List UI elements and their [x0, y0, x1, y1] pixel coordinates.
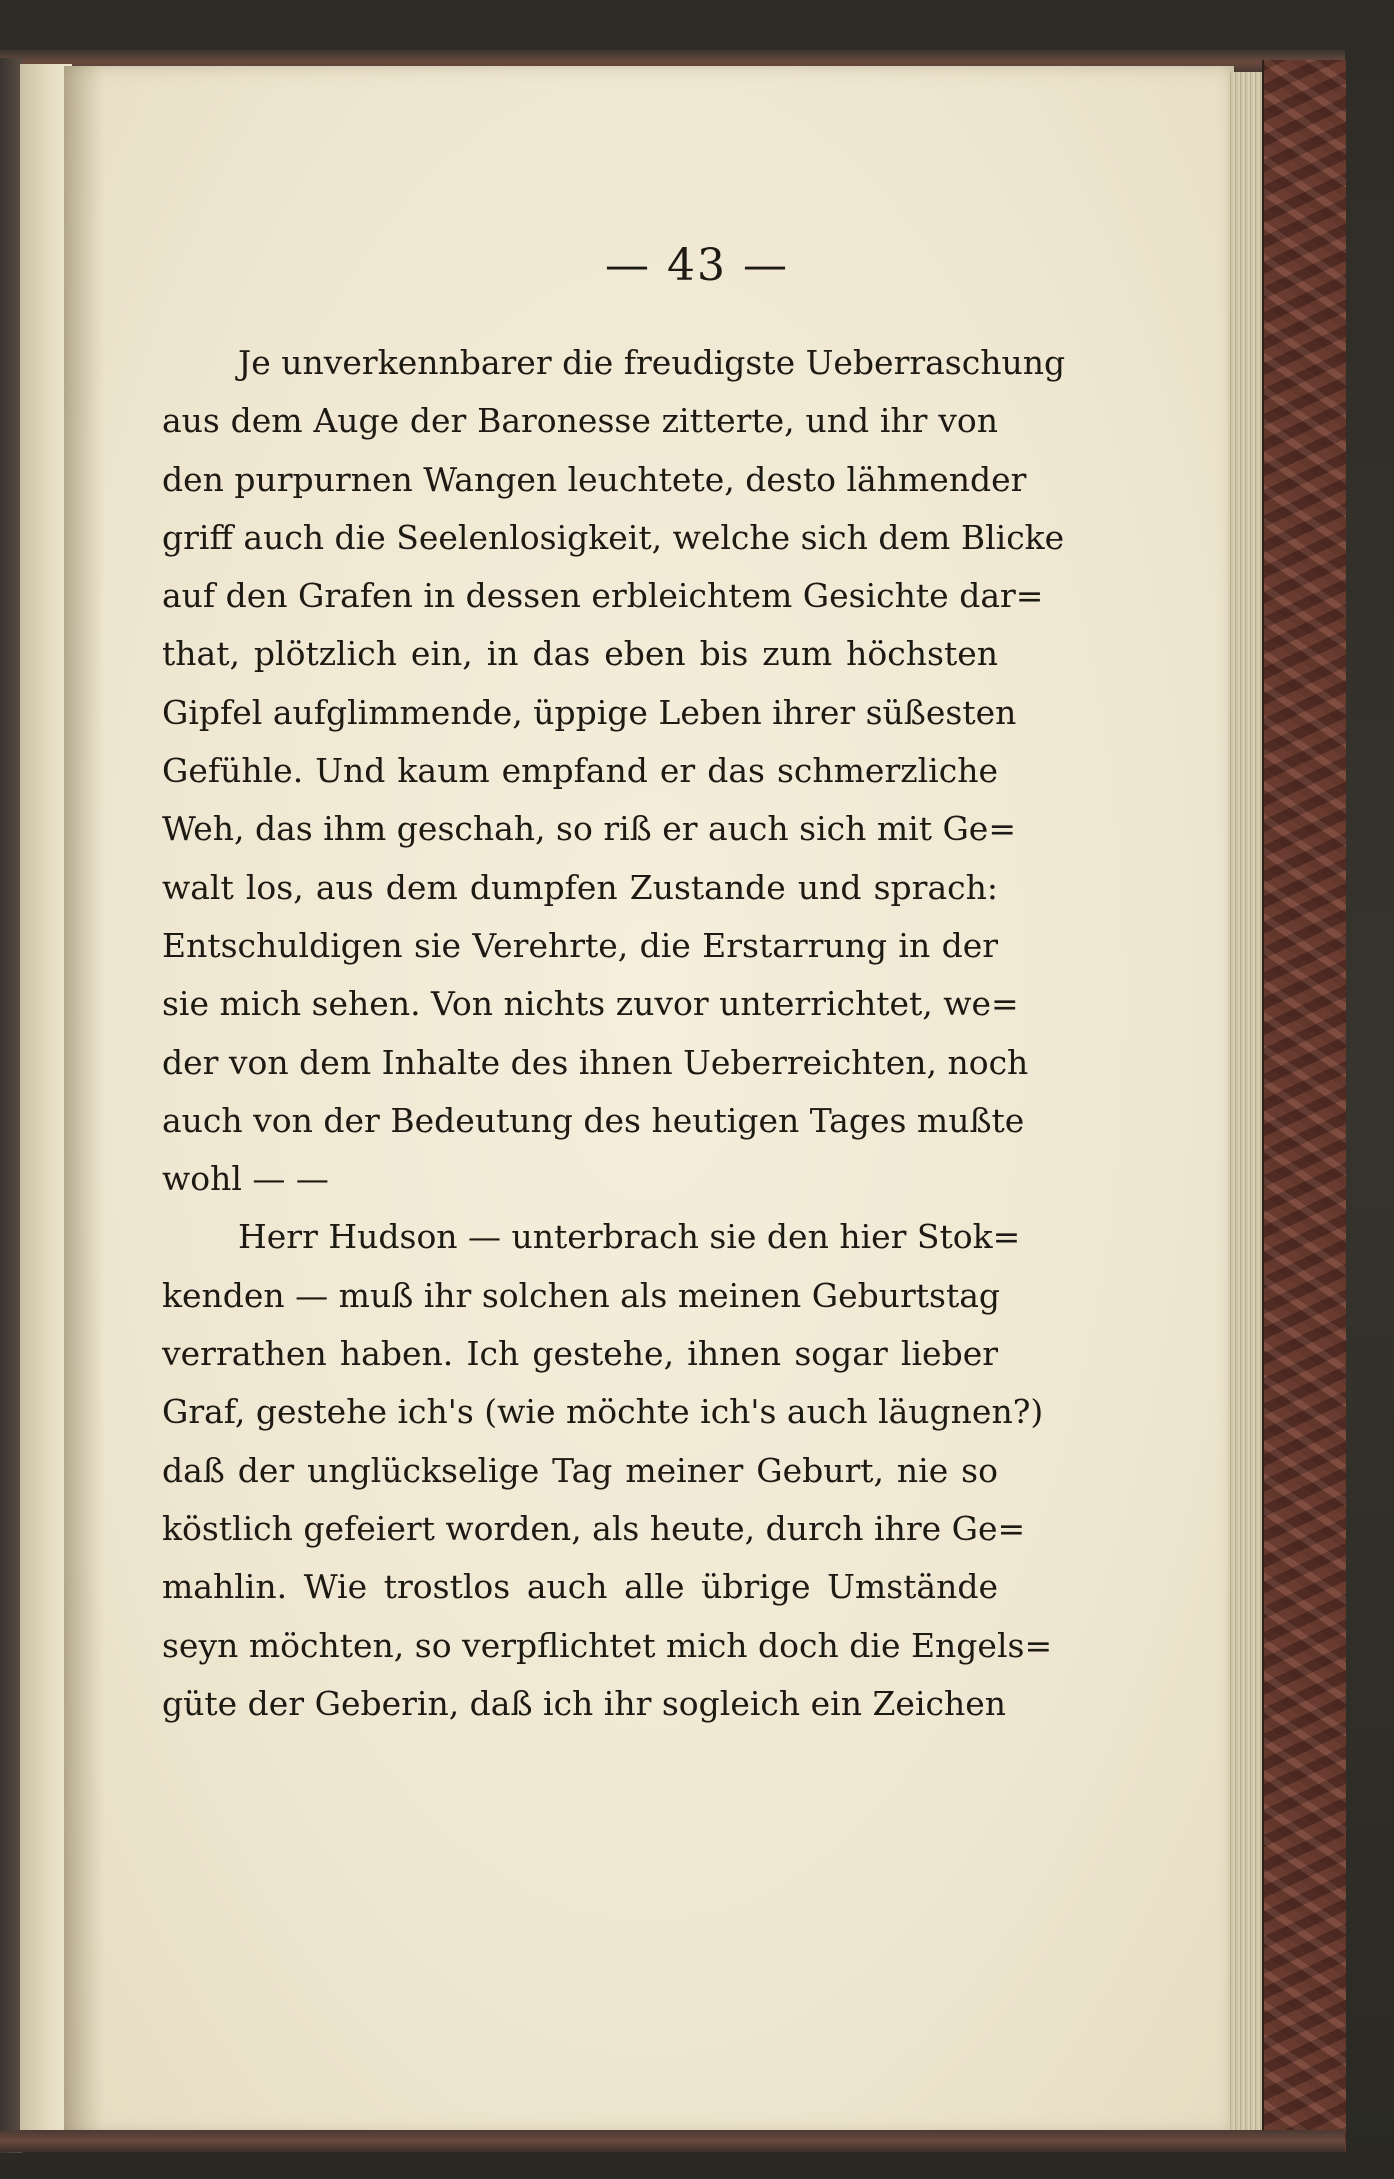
- text-line: den purpurnen Wangen leuchtete, desto lähmender: [162, 459, 1027, 499]
- text-line: daß der unglückselige Tag meiner Geburt, nie so: [162, 1450, 998, 1490]
- book-cover-left-edge: [0, 58, 22, 2153]
- text-line: walt los, aus dem dumpfen Zustande und sprach:: [162, 867, 998, 907]
- text-line: kenden — muß ihr solchen als meinen Geburtstag: [162, 1275, 1001, 1315]
- text-line: wohl — —: [162, 1159, 329, 1199]
- text-line: sie mich sehen. Von nichts zuvor unterrichtet, we=: [162, 984, 1019, 1024]
- text-line: Graf, gestehe ich's (wie möchte ich's auch läugnen?): [162, 1392, 1044, 1432]
- text-line: verrathen haben. Ich gestehe, ihnen sogar lieber: [162, 1334, 998, 1374]
- text-line: Weh, das ihm geschah, so riß er auch sich mit Ge=: [162, 809, 1016, 849]
- text-line: Herr Hudson — unterbrach sie den hier Stok=: [238, 1217, 1021, 1257]
- gutter-shadow: [64, 66, 104, 2134]
- text-line: seyn möchten, so verpflichtet mich doch die Engels=: [162, 1625, 1053, 1665]
- text-line: that, plötzlich ein, in das eben bis zum höchsten: [162, 634, 998, 674]
- page-block-edges: [1228, 72, 1264, 2132]
- text-line: Gipfel aufglimmende, üppige Leben ihrer süßesten: [162, 692, 1017, 732]
- page-number: — 43 —: [605, 240, 789, 291]
- marbled-cover-right-edge: [1262, 60, 1346, 2152]
- book-cover-bottom-edge: [0, 2130, 1345, 2152]
- text-line: Je unverkennbarer die freudigste Ueberraschung: [238, 343, 1066, 382]
- text-line: auch von der Bedeutung des heutigen Tages mußte: [162, 1100, 1025, 1140]
- text-line: Gefühle. Und kaum empfand er das schmerzliche: [162, 751, 998, 791]
- page-body-text: [162, 334, 1066, 1733]
- text-line: Entschuldigen sie Verehrte, die Erstarrung in der: [162, 925, 998, 965]
- page-number-header: [0, 240, 1394, 310]
- text-line: griff auch die Seelenlosigkeit, welche sich dem Blicke: [162, 517, 1065, 557]
- text-line: der von dem Inhalte des ihnen Ueberreichten, noch: [162, 1042, 1029, 1082]
- text-line: aus dem Auge der Baronesse zitterte, und ihr von: [162, 401, 998, 441]
- text-line: köstlich gefeiert worden, als heute, durch ihre Ge=: [162, 1508, 1026, 1548]
- text-line: mahlin. Wie trostlos auch alle übrige Umstände: [162, 1567, 998, 1607]
- paragraph-1: [162, 334, 1066, 1208]
- text-line: güte der Geberin, daß ich ihr sogleich ein Zeichen: [162, 1683, 1007, 1723]
- paragraph-2: [162, 1208, 1053, 1733]
- text-line: auf den Grafen in dessen erbleichtem Gesichte dar=: [162, 576, 1044, 616]
